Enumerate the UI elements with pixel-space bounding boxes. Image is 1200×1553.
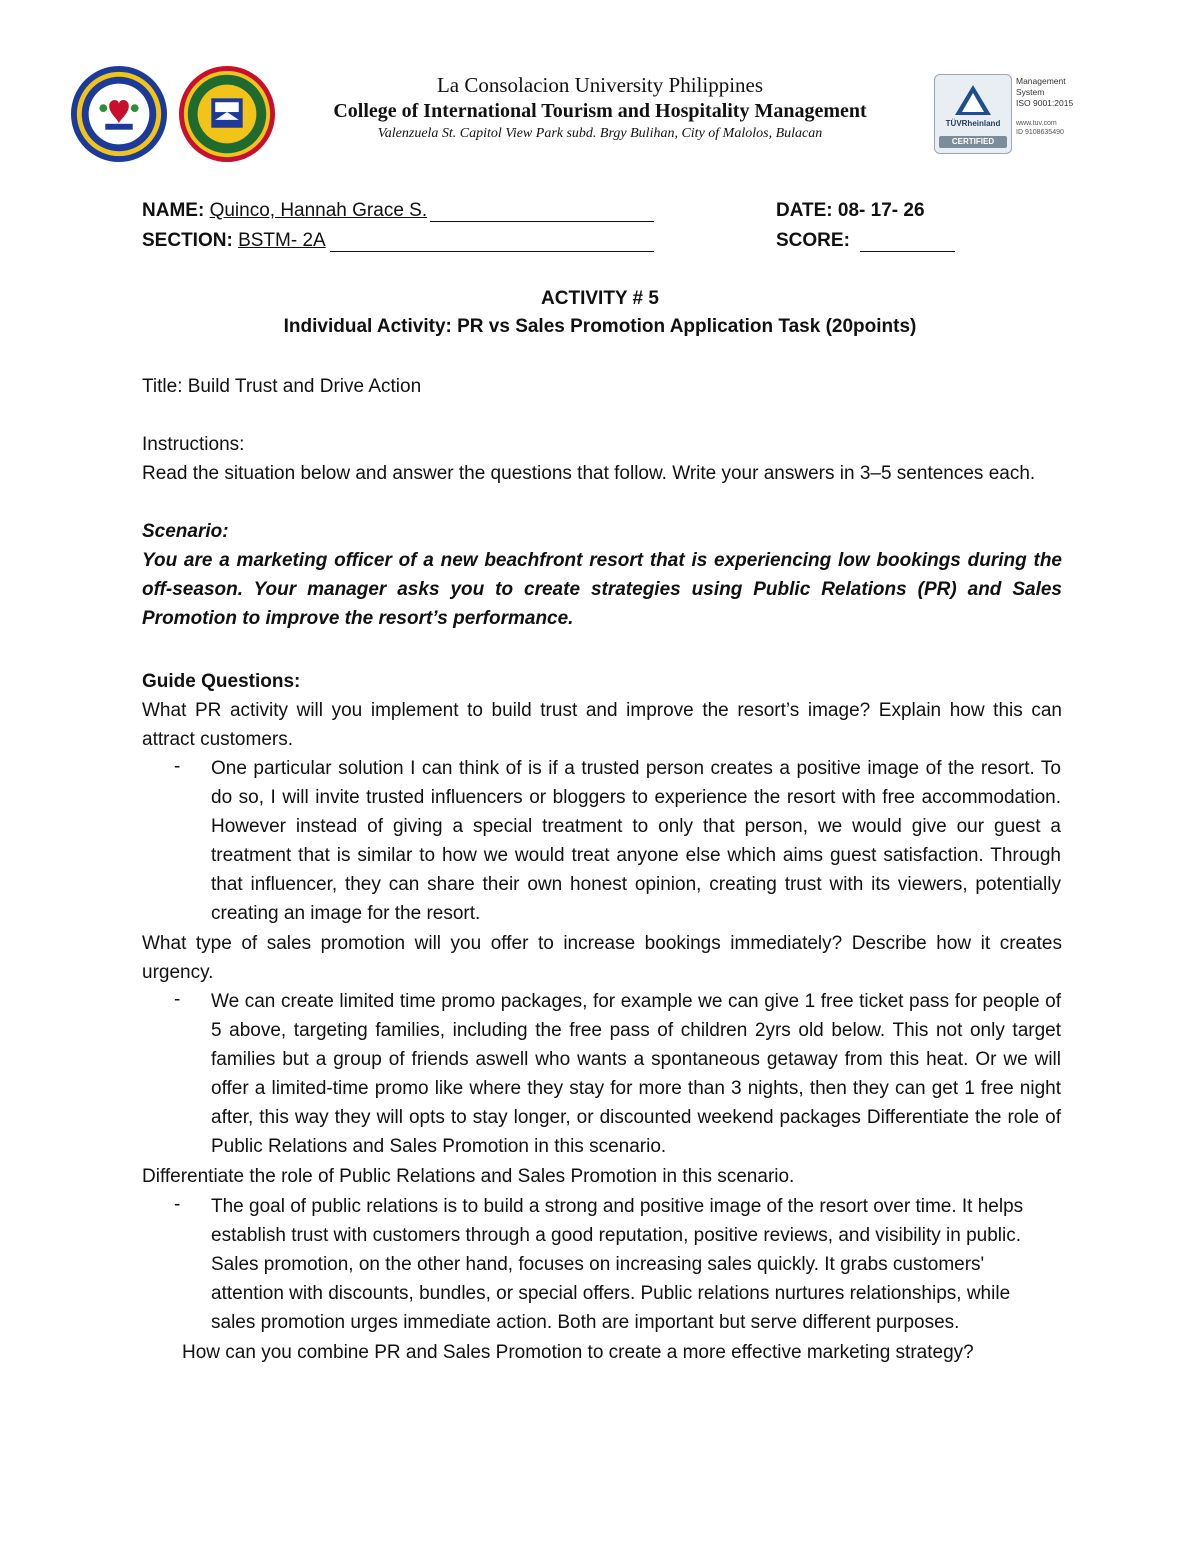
question-1: What PR activity will you implement to build trust and improve the resort’s image? Explain how this can attract customers. bbox=[142, 700, 1062, 750]
university-name: La Consolacion University Philippines bbox=[436, 73, 764, 97]
cert-line1: Management bbox=[1016, 76, 1066, 86]
university-seal-logo bbox=[70, 65, 168, 163]
answer-1: One particular solution I can think of is if a trusted person creates a positive image of the resort. To do so, I will invite trusted influencers or bloggers to experience the resort with free accommodation. However instead of giving a special treatment to only that person, we would give our guest a treatment that is similar to how we would treat anyone else which aims guest satisfaction. Through that influencer, they can share their own honest opinion, creating trust with its viewers, potentially creating an image for the resort. bbox=[211, 758, 1061, 924]
guide-questions-label: Guide Questions: bbox=[142, 671, 301, 692]
name-underline bbox=[430, 221, 654, 222]
score-row bbox=[776, 230, 850, 252]
question-3: Differentiate the role of Public Relations and Sales Promotion in this scenario. bbox=[142, 1166, 795, 1187]
question-4: How can you combine PR and Sales Promotion to create a more effective marketing strategy? bbox=[182, 1342, 974, 1363]
section-label: SECTION: bbox=[142, 230, 233, 251]
section-underline bbox=[330, 251, 654, 252]
answer-2: We can create limited time promo packages, for example we can give 1 free ticket pass for people of 5 above, targeting families, including the free pass of children 2yrs old below. This not only target families but a group of friends aswell who wants a spontaneous getaway from this heat. Or we will offer a limited-time promo like where they stay for more than 3 nights, then they can get 1 free night after, this way they will opts to stay longer, or discounted weekend packages Differentiate the role of Public Relations and Sales Promotion in this scenario. bbox=[211, 991, 1061, 1157]
cert-line2: System bbox=[1016, 87, 1045, 97]
date-value: 08- 17- 26 bbox=[837, 200, 925, 221]
question-2: What type of sales promotion will you offer to increase bookings immediately? Describe how it creates urgency. bbox=[142, 933, 1062, 983]
section-row bbox=[142, 230, 326, 252]
activity-title: Title: Build Trust and Drive Action bbox=[142, 376, 422, 397]
name-value: Quinco, Hannah Grace S. bbox=[209, 200, 428, 221]
college-address: Valenzuela St. Capitol View Park subd. Brgy Bulihan, City of Malolos, Bulacan bbox=[377, 126, 823, 141]
instructions-label: Instructions: bbox=[142, 434, 245, 455]
name-label: NAME: bbox=[142, 200, 205, 221]
score-blank-line bbox=[860, 251, 955, 252]
document-header bbox=[240, 72, 960, 144]
cert-standard: ISO 9001:2015 bbox=[1016, 98, 1074, 108]
section-value: BSTM- 2A bbox=[238, 230, 326, 251]
score-label: SCORE: bbox=[776, 230, 850, 251]
tuv-triangle-icon bbox=[953, 83, 993, 117]
answer-3: The goal of public relations is to build a strong and positive image of the resort over time. It helps establish trust with customers through a good reputation, positive reviews, and visibility in public. Sales promotion, on the other hand, focuses on increasing sales quickly. It grabs customers' attention with discounts, bundles, or special offers. Public relations nurtures relationships, while sales promotion urges immediate action. Both are important but serve different purposes. bbox=[211, 1196, 1024, 1333]
scenario-label: Scenario: bbox=[142, 521, 229, 542]
cert-brand: TÜVRheinland bbox=[945, 119, 1001, 128]
answer-3-bullet: - bbox=[174, 1194, 181, 1215]
iso-certification-badge bbox=[934, 74, 1090, 152]
scenario-text: You are a marketing officer of a new beachfront resort that is experiencing low bookings during the off-season. Your manager asks you to create strategies using Public Relations (PR) and Sales Promotion to improve the resort’s performance. bbox=[142, 550, 1062, 629]
date-label: DATE: bbox=[776, 200, 833, 221]
answer-1-bullet: - bbox=[174, 756, 181, 777]
activity-number: ACTIVITY # 5 bbox=[541, 288, 659, 309]
cert-site: www.tuv.com bbox=[1016, 120, 1057, 127]
activity-subtitle: Individual Activity: PR vs Sales Promotion Application Task (20points) bbox=[283, 316, 917, 337]
name-row bbox=[142, 200, 427, 222]
cert-status: CERTIFIED bbox=[939, 136, 1007, 148]
instructions-text: Read the situation below and answer the questions that follow. Write your answers in 3–5 sentences each. bbox=[142, 463, 1036, 484]
answer-2-bullet: - bbox=[174, 989, 181, 1010]
date-row bbox=[776, 200, 925, 222]
college-name: College of International Tourism and Hospitality Management bbox=[333, 100, 867, 122]
cert-id: ID 9108635490 bbox=[1016, 129, 1064, 136]
